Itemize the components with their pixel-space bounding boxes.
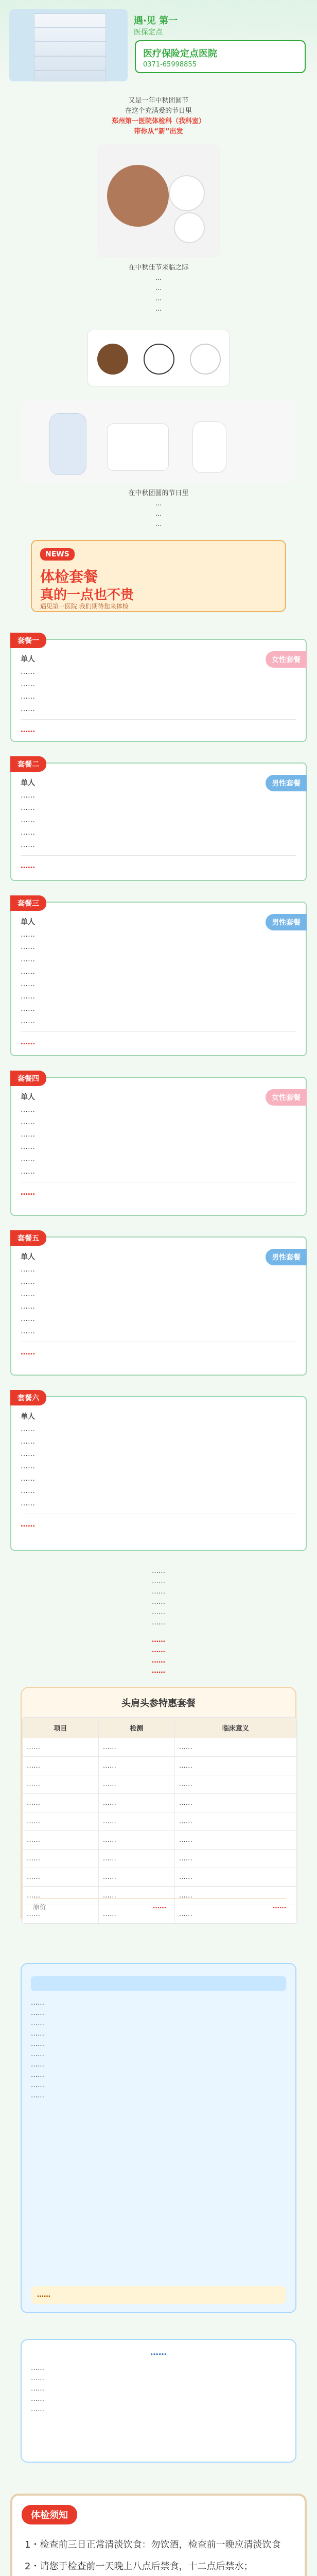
package-2-ribbon: 套餐二 <box>10 756 46 772</box>
package-4-line-3: …… <box>21 1130 35 1139</box>
package-1-name: 单人 <box>21 655 35 664</box>
package-4-name: 单人 <box>21 1093 35 1101</box>
table-cell: …… <box>174 1812 296 1831</box>
package-card-2 <box>10 762 307 881</box>
package-5-name: 单人 <box>21 1253 35 1261</box>
table-cell: …… <box>23 1887 99 1905</box>
special-table-section <box>0 1669 317 1947</box>
table-cell: …… <box>174 1868 296 1887</box>
brand-line-2: 医保定点 <box>134 28 163 37</box>
package-4-ribbon: 套餐四 <box>10 1071 46 1086</box>
package-1-divider <box>21 719 296 720</box>
package-2-divider <box>21 855 296 856</box>
notice-item-2: 2・请您于检查前一天晚上八点后禁食，十二点后禁水； <box>25 2561 253 2572</box>
list-item: …… <box>31 2009 44 2017</box>
table-cell: …… <box>98 1757 174 1775</box>
package-1-ribbon: 套餐一 <box>10 633 46 648</box>
list-item: …… <box>31 2050 44 2058</box>
banner <box>0 531 317 618</box>
table-frame <box>21 1687 296 1924</box>
package-5-line-1: …… <box>21 1265 35 1274</box>
table-cell: …… <box>98 1738 174 1757</box>
mid2-line-2: …… <box>152 1647 165 1654</box>
table-cell: …… <box>174 1905 296 1924</box>
table-cell: …… <box>23 1831 99 1850</box>
package-5-line-5: …… <box>21 1315 35 1323</box>
package-5-tag: 男性套餐 <box>266 1249 307 1265</box>
package-5-price: …… <box>21 1348 35 1357</box>
table-cell: …… <box>98 1794 174 1812</box>
package-2-price: …… <box>21 862 35 870</box>
mid-text <box>0 1566 317 1628</box>
package-1-line-2: …… <box>21 680 35 688</box>
table-cell: …… <box>98 1831 174 1850</box>
mooncake-illustration <box>97 144 220 258</box>
hero <box>0 0 317 82</box>
package-2-line-2: …… <box>21 804 35 812</box>
package-card-4 <box>10 1077 307 1216</box>
table-cell: …… <box>23 1850 99 1868</box>
list-item: …… <box>31 2040 44 2048</box>
package-3-divider <box>21 1031 296 1032</box>
bears-line-2: ... <box>155 274 162 282</box>
packages-section <box>0 618 317 1675</box>
list-footer: …… <box>31 2286 286 2304</box>
table-row <box>23 1738 297 1757</box>
table-cell: …… <box>98 1812 174 1831</box>
package-5-ribbon: 套餐五 <box>10 1230 46 1246</box>
package-1-line-4: …… <box>21 705 35 713</box>
notice-items <box>25 2537 295 2576</box>
single-item: …… <box>31 2364 44 2372</box>
table-footer-left: 原价 <box>33 1904 47 1911</box>
package-3-line-8: …… <box>21 1017 35 1025</box>
table-cell: …… <box>98 1850 174 1868</box>
intro-line-2: 在这个充满爱的节日里 <box>125 107 192 115</box>
table-row <box>23 1812 297 1831</box>
mid-line-1: …… <box>152 1567 165 1575</box>
table-cell: …… <box>98 1905 174 1924</box>
table-footer-right: …… <box>272 1903 286 1910</box>
list-bar <box>31 1976 286 1991</box>
package-5-line-6: …… <box>21 1327 35 1335</box>
mid2-line-3: …… <box>152 1657 165 1665</box>
list-frame <box>21 1963 296 2313</box>
package-3-tag: 男性套餐 <box>266 914 307 930</box>
table-row <box>23 1757 297 1775</box>
doctor-line-1: 在中秋团圆的节日里 <box>128 489 189 497</box>
banner-card <box>31 540 286 612</box>
table-cell: …… <box>23 1757 99 1775</box>
single-items <box>22 2357 295 2421</box>
table-row <box>23 1794 297 1812</box>
table-cell: …… <box>174 1850 296 1868</box>
table-footer <box>33 1898 286 1914</box>
table-footer-mid: …… <box>153 1903 166 1910</box>
single-item: …… <box>31 2395 44 2403</box>
table-cell: …… <box>98 1887 174 1905</box>
package-3-line-3: …… <box>21 955 35 963</box>
list-item: …… <box>31 2030 44 2038</box>
hospital-building-image <box>9 9 128 81</box>
list-item: …… <box>31 1999 44 2007</box>
mid2-line-1: …… <box>152 1636 165 1644</box>
table-cell: …… <box>23 1812 99 1831</box>
single-title: …… <box>150 2347 167 2357</box>
mid-line-3: …… <box>152 1588 165 1596</box>
mid2-line-4: …… <box>152 1667 165 1675</box>
intro-line-1: 又是一年中秋团圆节 <box>128 97 189 105</box>
table-row <box>23 1831 297 1850</box>
package-2-line-3: …… <box>21 816 35 824</box>
package-6-line-7: …… <box>21 1499 35 1507</box>
package-6-line-6: …… <box>21 1487 35 1495</box>
bears-line-5: ... <box>155 305 162 313</box>
table-header-project: 项目 <box>23 1718 99 1738</box>
package-6-line-2: …… <box>21 1437 35 1446</box>
table-cell: …… <box>23 1775 99 1794</box>
badge <box>135 40 306 73</box>
single-item: …… <box>31 2405 44 2413</box>
doctor-line-3: … <box>155 510 162 518</box>
package-6-line-4: …… <box>21 1462 35 1470</box>
brand-line-1: 遇·见 第一 <box>134 15 178 26</box>
package-6-line-1: …… <box>21 1425 35 1433</box>
package-3-line-4: …… <box>21 968 35 976</box>
package-3-ribbon: 套餐三 <box>10 895 46 911</box>
single-item: …… <box>31 2375 44 2382</box>
table-row <box>23 1775 297 1794</box>
notice-section <box>0 2483 317 2576</box>
table-cell: …… <box>174 1887 296 1905</box>
list-items <box>22 1964 295 2101</box>
package-2-line-5: …… <box>21 841 35 849</box>
package-6-line-3: …… <box>21 1450 35 1458</box>
list-item: …… <box>31 2071 44 2079</box>
single-section <box>0 2329 317 2483</box>
package-4-line-2: …… <box>21 1118 35 1126</box>
mid-line-4: …… <box>152 1598 165 1606</box>
package-1-line-1: …… <box>21 668 35 676</box>
table-cell: …… <box>23 1905 99 1924</box>
table-grid <box>22 1717 297 1924</box>
badge-title: 医疗保险定点医院 <box>143 48 217 59</box>
doctor-line-2: … <box>155 500 162 507</box>
table-cell: …… <box>23 1738 99 1757</box>
package-3-line-6: …… <box>21 992 35 1001</box>
table-cell: …… <box>98 1868 174 1887</box>
package-4-line-1: …… <box>21 1106 35 1114</box>
package-4-line-5: …… <box>21 1155 35 1163</box>
package-card-6 <box>10 1396 307 1551</box>
doctor-line-4: … <box>155 520 162 528</box>
bears-line-1: 在中秋佳节来临之际 <box>128 264 189 272</box>
table-header-row <box>23 1718 297 1738</box>
table-cell: …… <box>23 1868 99 1887</box>
doctor-section <box>0 392 317 531</box>
package-6-ribbon: 套餐六 <box>10 1390 46 1405</box>
table-row <box>23 1850 297 1868</box>
package-card-1 <box>10 639 307 742</box>
package-5-line-3: …… <box>21 1290 35 1298</box>
table-cell: …… <box>23 1794 99 1812</box>
package-3-name: 单人 <box>21 918 35 926</box>
bears-line-3: ... <box>155 284 162 292</box>
package-2-name: 单人 <box>21 779 35 787</box>
package-2-tag: 男性套餐 <box>266 775 307 791</box>
mid-line-2: …… <box>152 1578 165 1585</box>
package-6-price: …… <box>21 1520 35 1529</box>
list-item: …… <box>31 2092 44 2099</box>
notice-title: 体检须知 <box>22 2505 77 2524</box>
intro-section <box>0 82 317 392</box>
package-6-name: 单人 <box>21 1413 35 1421</box>
table-title: 头肩头参特惠套餐 <box>121 1698 196 1709</box>
package-card-5 <box>10 1236 307 1376</box>
single-item: …… <box>31 2385 44 2393</box>
list-section <box>0 1947 317 2329</box>
mid-line-6: …… <box>152 1619 165 1626</box>
notice-title-wrap <box>22 2505 77 2524</box>
package-5-line-4: …… <box>21 1302 35 1311</box>
banner-title: 体检套餐 <box>40 568 98 585</box>
bears-line-4: ... <box>155 295 162 302</box>
table-row <box>23 1868 297 1887</box>
intro-line-3: 郑州第一医院体检科（我科室） <box>111 117 205 125</box>
package-4-line-4: …… <box>21 1143 35 1151</box>
table-cell: …… <box>174 1794 296 1812</box>
package-3-line-5: …… <box>21 980 35 988</box>
table-cell: …… <box>98 1775 174 1794</box>
package-5-line-2: …… <box>21 1278 35 1286</box>
package-1-price: …… <box>21 726 35 734</box>
package-2-line-1: …… <box>21 791 35 800</box>
package-4-tag: 女性套餐 <box>266 1089 307 1106</box>
news-badge: NEWS <box>40 548 75 561</box>
intro-line-4: 带你从“新”出发 <box>134 128 183 135</box>
table-header-meaning: 临床意义 <box>174 1718 296 1738</box>
table-cell: …… <box>174 1775 296 1794</box>
package-6-line-5: …… <box>21 1475 35 1483</box>
single-frame <box>21 2339 296 2463</box>
package-3-line-7: …… <box>21 1005 35 1013</box>
doctor-illustration <box>21 401 296 483</box>
table-header-test: 检测 <box>98 1718 174 1738</box>
package-card-3 <box>10 902 307 1056</box>
mid-line-5: …… <box>152 1608 165 1616</box>
list-item: …… <box>31 2061 44 2069</box>
table-cell: …… <box>174 1831 296 1850</box>
package-4-price: …… <box>21 1189 35 1197</box>
package-1-line-3: …… <box>21 692 35 701</box>
table-cell: …… <box>174 1738 296 1757</box>
package-3-line-1: …… <box>21 930 35 939</box>
banner-cta: 遇见第一医院 我们期待您来体检 <box>40 603 129 610</box>
notice-item-1: 1・检查前三日正常清淡饮食：勿饮酒，检查前一晚应清淡饮食 <box>25 2539 281 2550</box>
list-item: …… <box>31 2081 44 2089</box>
notice-frame <box>10 2494 307 2576</box>
banner-subtitle: 真的一点也不贵 <box>40 587 134 603</box>
package-2-line-4: …… <box>21 828 35 837</box>
package-3-price: …… <box>21 1038 35 1046</box>
list-item: …… <box>31 2020 44 2027</box>
package-4-line-6: …… <box>21 1167 35 1176</box>
table-cell: …… <box>174 1757 296 1775</box>
badge-subtitle: 0371-65998855 <box>143 61 197 69</box>
package-1-tag: 女性套餐 <box>266 651 307 668</box>
package-3-line-2: …… <box>21 943 35 951</box>
table <box>22 1717 297 1924</box>
bears-illustration <box>87 330 230 386</box>
